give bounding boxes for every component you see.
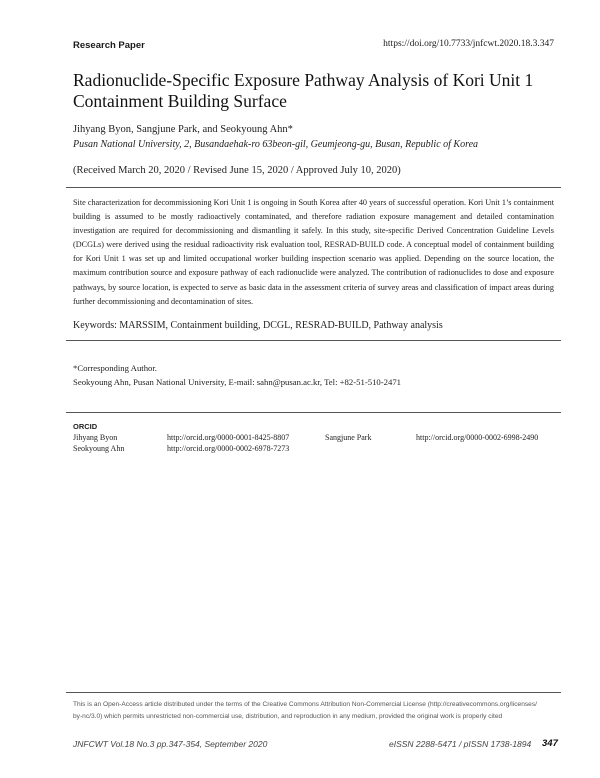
page-number: 347 [542, 738, 558, 749]
orcid-link[interactable]: http://orcid.org/0000-0002-6998-2490 [416, 433, 539, 442]
orcid-divider [66, 412, 561, 413]
license-line-2: by-nc/3.0) which permits unrestricted non-commercial use, distribution, and reproduction in any medium, provided the original work is properly cited [73, 712, 503, 720]
abstract-top-divider [66, 187, 561, 188]
license-line-1: This is an Open-Access article distributed under the terms of the Creative Commons Attribution Non-Commercial License (http://creativecommons.org/licenses/ [73, 701, 537, 708]
orcid-author-name: Sangjune Park [325, 433, 372, 442]
orcid-heading: ORCID [73, 422, 98, 431]
doi-link[interactable]: https://doi.org/10.7733/jnfcwt.2020.18.3.347 [383, 39, 554, 49]
paper-title-line-1: Radionuclide-Specific Exposure Pathway Analysis of Kori Unit 1 [73, 70, 534, 90]
corresponding-author [73, 362, 401, 389]
license-notice [73, 699, 563, 722]
license-divider [66, 692, 561, 693]
keywords: Keywords: MARSSIM, Containment building, DCGL, RESRAD-BUILD, Pathway analysis [73, 320, 443, 331]
orcid-author-name: Jihyang Byon [73, 433, 118, 442]
received-dates: (Received March 20, 2020 / Revised June 15, 2020 / Approved July 10, 2020) [73, 165, 401, 176]
orcid-link[interactable]: http://orcid.org/0000-0002-6978-7273 [167, 444, 290, 453]
journal-citation: JNFCWT Vol.18 No.3 pp.347-354, September 2020 [73, 739, 268, 749]
orcid-link[interactable]: http://orcid.org/0000-0001-8425-8807 [167, 433, 290, 442]
abstract-bottom-divider [66, 340, 561, 341]
article-type-label: Research Paper [73, 40, 145, 51]
abstract-text: Site characterization for decommissioning Kori Unit 1 is ongoing in South Korea after 40 years of successful operation. Kori Unit 1’s containment building is assumed to be mostly radioactively contaminated, and therefore radiation exposure management and detailed contamination investigation are required for decommissioning and dismantling it safely. In this study, site-specific Derived Concentration Guideline Levels (DCGLs) were derived using the residual radioactivity risk evaluation tool, RESRAD-BUILD code. A conceptual model of containment building for Kori Unit 1 was set up and limited occupational worker building inspection scenario was applied. Depending on the source location, the maximum contribution source and exposure pathway of each radionuclide were analyzed. The contribution of radionuclides to dose and exposure pathways, by source location, is expected to serve as basic data in the assessment criteria of survey areas and classification of impact areas during further decommissioning and decontamination of sites. [73, 198, 554, 306]
paper-title [73, 70, 543, 112]
paper-title-line-2: Containment Building Surface [73, 91, 287, 111]
corresponding-author-label: *Corresponding Author. [73, 363, 157, 373]
affiliation: Pusan National University, 2, Busandaehak-ro 63beon-gil, Geumjeong-gu, Busan, Republic of Korea [73, 139, 479, 150]
author-list: Jihyang Byon, Sangjune Park, and Seokyoung Ahn* [73, 124, 293, 135]
corresponding-author-details: Seokyoung Ahn, Pusan National University, E-mail: sahn@pusan.ac.kr, Tel: +82-51-510-2471 [73, 376, 402, 387]
issn: eISSN 2288-5471 / pISSN 1738-1894 [389, 739, 532, 749]
orcid-author-name: Seokyoung Ahn [73, 444, 125, 453]
